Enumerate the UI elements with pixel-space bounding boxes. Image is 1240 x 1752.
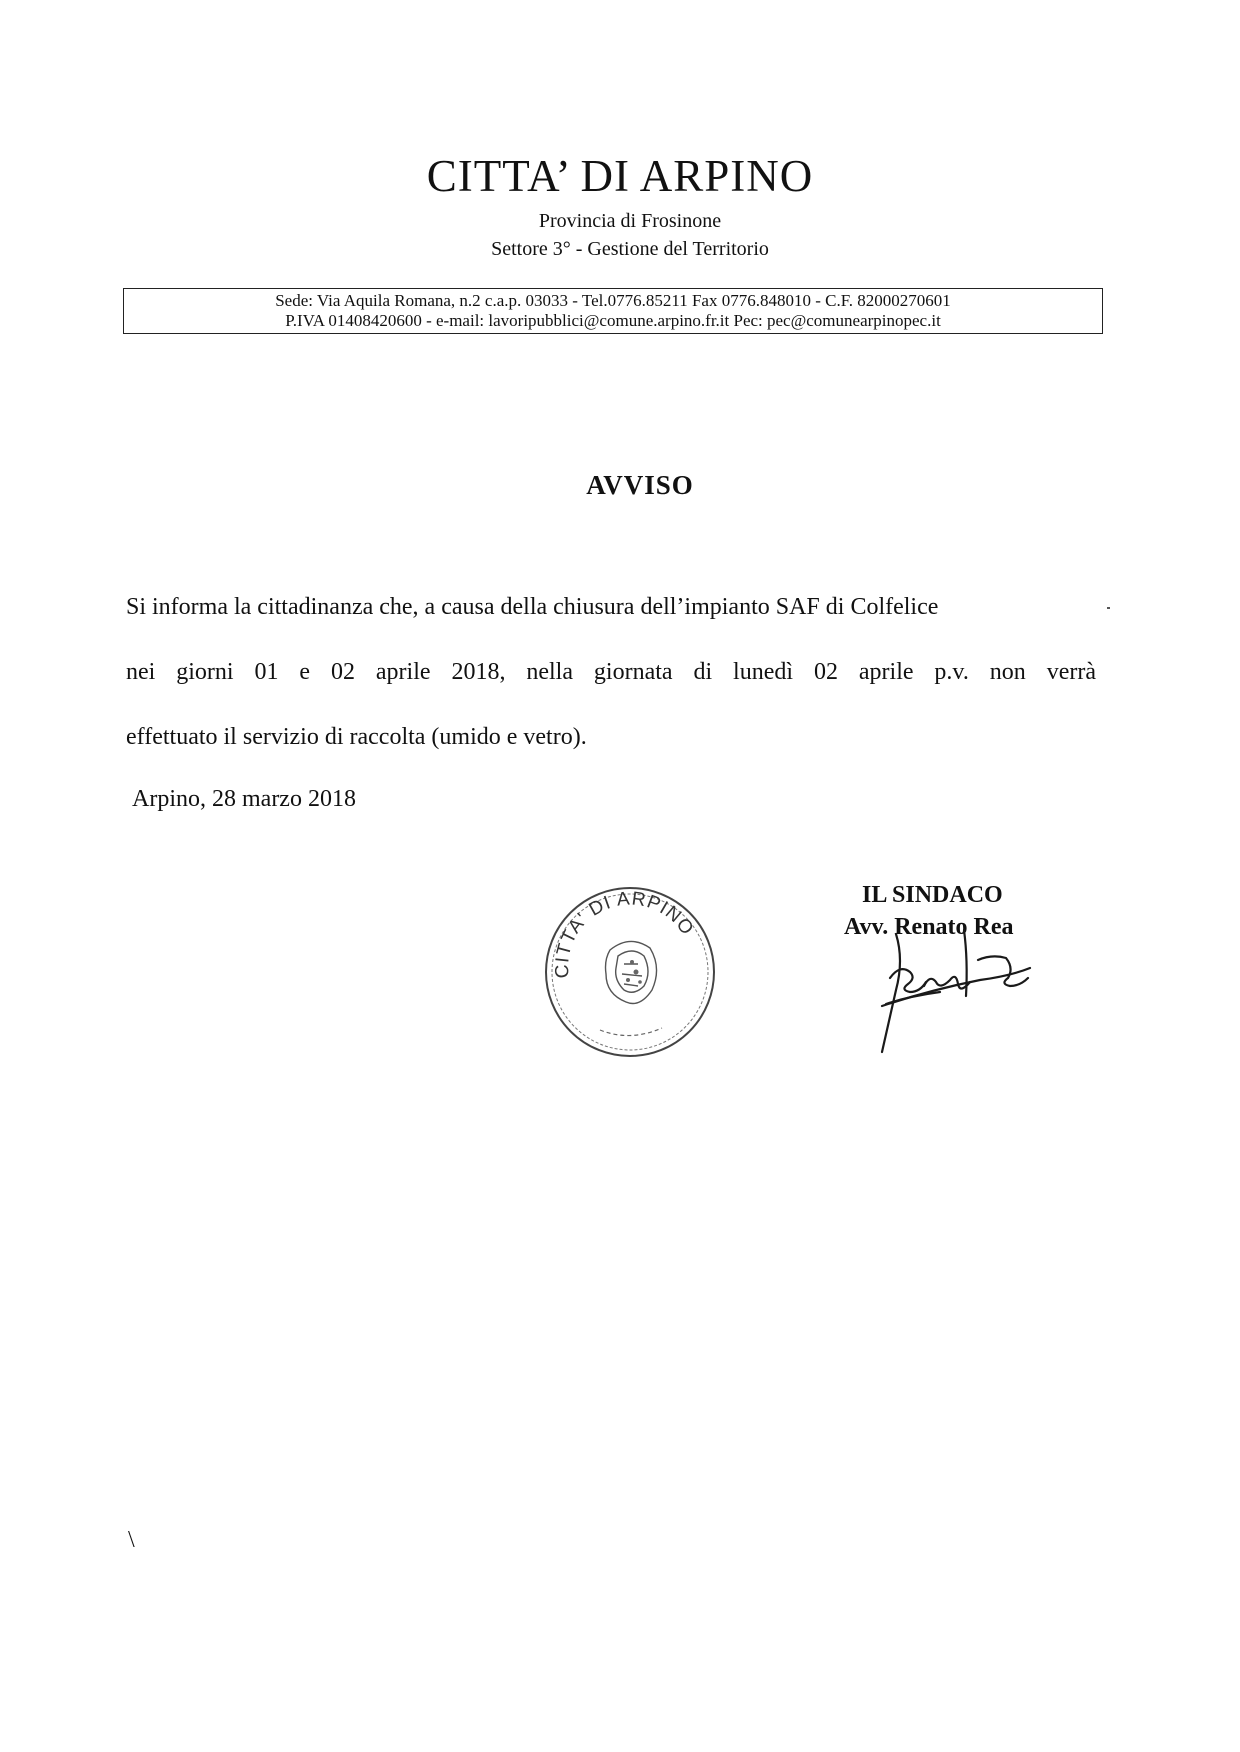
sector-label: Settore 3° - Gestione del Territorio — [491, 238, 769, 260]
contact-line-address: Sede: Via Aquila Romana, n.2 c.a.p. 03033 - Tel.0776.85211 Fax 0776.848010 - C.F. 82000270601 — [275, 291, 951, 310]
scan-speck — [1107, 607, 1110, 609]
handwritten-signature — [860, 920, 1050, 1060]
notice-body-line-3: effettuato il servizio di raccolta (umido e vetro). — [126, 724, 587, 750]
stray-mark: \ — [128, 1527, 135, 1553]
svg-text:CITTA' DI ARPINO: CITTA' DI ARPINO — [551, 888, 698, 979]
notice-heading: AVVISO — [586, 470, 694, 500]
municipality-title: CITTA’ DI ARPINO — [426, 151, 814, 201]
signatory-title: IL SINDACO — [862, 882, 1003, 908]
notice-body-line-1: Si informa la cittadinanza che, a causa della chiusura dell’impianto SAF di Colfelice — [126, 594, 939, 620]
province-label: Provincia di Frosinone — [538, 210, 722, 232]
notice-date: Arpino, 28 marzo 2018 — [132, 786, 356, 812]
municipal-seal — [540, 882, 720, 1062]
notice-body-line-2: nei giorni 01 e 02 aprile 2018, nella giornata di lunedì 02 aprile p.v. non verrà — [126, 659, 1096, 685]
contact-info-box — [123, 288, 1103, 334]
contact-line-vat-email: P.IVA 01408420600 - e-mail: lavoripubblici@comune.arpino.fr.it Pec: pec@comunearpinopec.it — [285, 311, 941, 330]
signatory-name: Avv. Renato Rea — [844, 914, 1014, 940]
